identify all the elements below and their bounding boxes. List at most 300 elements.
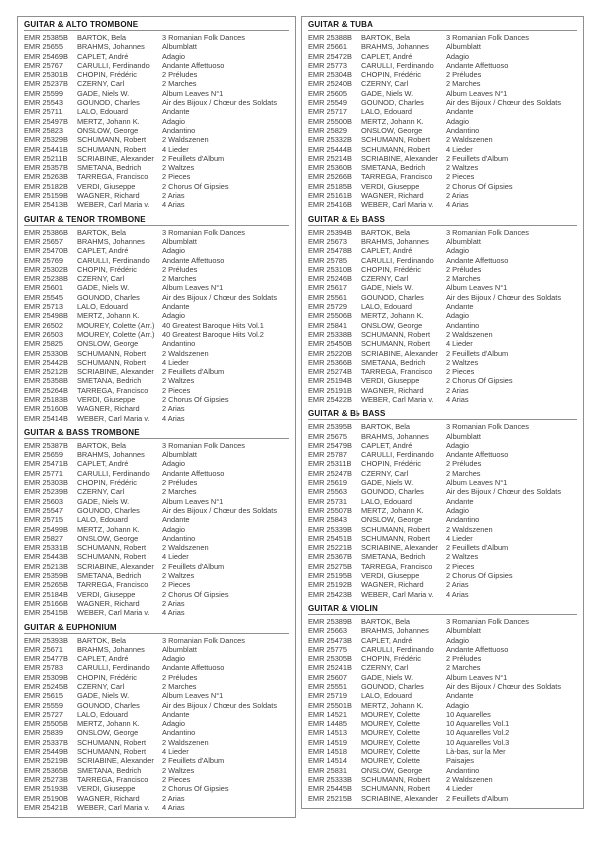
table-row	[308, 756, 577, 765]
composer-name: SCHUMANN, Robert	[77, 135, 146, 145]
work-title: Air des Bijoux / Chœur des Soldats	[446, 487, 562, 497]
table-row	[308, 200, 577, 209]
work-title: 2 Feuillets d'Album	[162, 367, 225, 377]
catalog-number: EMR 14513	[308, 728, 348, 738]
work-title: 3 Romanian Folk Dances	[162, 635, 245, 645]
catalog-number: EMR 25825	[24, 339, 64, 349]
composer-name: GOUNOD, Charles	[361, 292, 424, 302]
catalog-number: EMR 25619	[308, 478, 348, 488]
work-title: 2 Arias	[446, 580, 469, 590]
catalog-number: EMR 25657	[24, 236, 64, 246]
catalog-number: EMR 25421B	[24, 802, 68, 812]
composer-name: BARTOK, Bela	[361, 422, 411, 432]
composer-name: CZERNY, Carl	[77, 79, 125, 89]
composer-name: LALO, Edouard	[361, 107, 412, 117]
composer-name: CARULLI, Ferdinando	[77, 663, 150, 673]
table-row	[308, 626, 577, 635]
catalog-number: EMR 25827	[24, 533, 64, 543]
work-title: 2 Chorus Of Gipsies	[446, 571, 513, 581]
work-title: 2 Waldszenen	[162, 737, 209, 747]
work-title: Adagio	[162, 311, 186, 321]
work-title: Andante Affettuoso	[162, 255, 225, 265]
composer-name: ONSLOW, George	[361, 125, 423, 135]
catalog-number: EMR 25549	[308, 98, 348, 108]
table-row	[24, 552, 289, 561]
composer-name: WAGNER, Richard	[77, 191, 140, 201]
work-title: 2 Chorus Of Gipsies	[162, 394, 229, 404]
composer-name: MOUREY, Colette	[361, 719, 421, 729]
composer-name: MERTZ, Johann K.	[361, 116, 424, 126]
work-title: Air des Bijoux / Chœur des Soldats	[162, 292, 278, 302]
table-row	[24, 70, 289, 79]
table-row	[24, 311, 289, 320]
catalog-number: EMR 25416B	[308, 200, 352, 210]
work-title: Andantino	[162, 339, 196, 349]
catalog-number: EMR 25449B	[24, 747, 68, 757]
composer-name: MERTZ, Johann K.	[77, 719, 140, 729]
table-row	[24, 497, 289, 506]
catalog-number: EMR 25395B	[308, 422, 352, 432]
work-title: 2 Marches	[446, 274, 481, 284]
table-row	[308, 552, 577, 561]
table-row	[24, 386, 289, 395]
work-title: Andante	[162, 302, 190, 312]
table-row	[24, 61, 289, 70]
composer-name: LALO, Edouard	[77, 515, 128, 525]
composer-name: LALO, Edouard	[77, 107, 128, 117]
composer-name: MERTZ, Johann K.	[361, 700, 424, 710]
composer-name: MERTZ, Johann K.	[77, 116, 140, 126]
composer-name: CZERNY, Carl	[77, 487, 125, 497]
composer-name: SCRIABINE, Alexander	[77, 153, 154, 163]
work-title: 10 Aquarelles Vol.3	[446, 737, 510, 747]
table-row	[24, 636, 289, 645]
composer-name: SCHUMANN, Robert	[361, 329, 430, 339]
work-title: Adagio	[162, 459, 186, 469]
table-row	[308, 459, 577, 468]
work-title: 2 Waldszenen	[162, 543, 209, 553]
work-title: 4 Lieder	[446, 533, 473, 543]
table-row	[24, 145, 289, 154]
composer-name: SCHUMANN, Robert	[77, 144, 146, 154]
table-row	[308, 349, 577, 358]
table-row	[308, 283, 577, 292]
composer-name: WAGNER, Richard	[361, 580, 424, 590]
work-title: Adagio	[162, 116, 186, 126]
work-title: 2 Marches	[162, 274, 197, 284]
catalog-number: EMR 14521	[308, 709, 348, 719]
catalog-number: EMR 25545	[24, 292, 64, 302]
composer-name: MERTZ, Johann K.	[77, 311, 140, 321]
work-title: 2 Feuillets d'Album	[446, 348, 509, 358]
catalog-number: EMR 25443B	[24, 552, 68, 562]
composer-name: GOUNOD, Charles	[361, 98, 424, 108]
work-title: Adagio	[162, 524, 186, 534]
table-row	[308, 358, 577, 367]
catalog-number: EMR 25240B	[308, 79, 352, 89]
table-row	[24, 367, 289, 376]
composer-name: MOUREY, Colette	[361, 709, 421, 719]
composer-name: GOUNOD, Charles	[361, 682, 424, 691]
catalog-section	[308, 604, 577, 803]
catalog-number: EMR 25185B	[308, 181, 352, 191]
table-row	[308, 191, 577, 200]
table-row	[308, 182, 577, 191]
composer-name: LALO, Edouard	[77, 302, 128, 312]
work-title: 4 Arias	[446, 589, 469, 599]
table-row	[308, 784, 577, 793]
composer-name: SCRIABINE, Alexander	[361, 543, 438, 553]
work-title: 2 Préludes	[446, 70, 482, 80]
table-row	[308, 728, 577, 737]
composer-name: MERTZ, Johann K.	[361, 311, 424, 321]
table-row	[24, 163, 289, 172]
composer-name: ONSLOW, George	[361, 765, 423, 775]
work-title: 2 Arias	[162, 793, 185, 803]
work-title: 2 Arias	[162, 191, 185, 201]
composer-name: GADE, Niels W.	[77, 691, 130, 701]
composer-name: BARTOK, Bela	[77, 635, 127, 645]
work-title: Albumblatt	[162, 236, 197, 246]
work-title: 2 Marches	[162, 682, 197, 691]
composer-name: BRAHMS, Johannes	[77, 236, 145, 246]
table-row	[308, 645, 577, 654]
table-row	[308, 61, 577, 70]
table-row	[308, 487, 577, 496]
work-title: 2 Waltzes	[162, 571, 195, 581]
catalog-number: EMR 25479B	[308, 440, 352, 450]
catalog-number: EMR 25275B	[308, 561, 352, 571]
work-title: Adagio	[446, 635, 470, 645]
work-title: Andantino	[162, 533, 196, 543]
composer-name: BRAHMS, Johannes	[77, 450, 145, 460]
work-title: 10 Aquarelles Vol.2	[446, 728, 510, 738]
composer-name: CZERNY, Carl	[77, 274, 125, 284]
table-row	[308, 330, 577, 339]
table-row	[308, 367, 577, 376]
work-title: 3 Romanian Folk Dances	[446, 33, 529, 42]
table-row	[24, 349, 289, 358]
table-row	[308, 719, 577, 728]
table-row	[24, 784, 289, 793]
table-row	[24, 543, 289, 552]
composer-name: CARULLI, Ferdinando	[77, 255, 150, 265]
work-title: 40 Greatest Baroque Hits Vol.1	[162, 320, 264, 330]
catalog-number: EMR 25301B	[24, 70, 68, 80]
work-title: Andante	[162, 107, 190, 117]
catalog-number: EMR 25601	[24, 283, 64, 293]
table-row	[24, 487, 289, 496]
catalog-number: EMR 25472B	[308, 51, 352, 61]
table-row	[24, 459, 289, 468]
catalog-number: EMR 25358B	[24, 376, 68, 386]
catalog-number: EMR 25195B	[308, 571, 352, 581]
table-row	[308, 311, 577, 320]
composer-name: ONSLOW, George	[77, 728, 139, 738]
catalog-number: EMR 25221B	[308, 543, 352, 553]
catalog-section	[308, 20, 577, 210]
table-row	[24, 608, 289, 617]
table-row	[24, 237, 289, 246]
composer-name: SCHUMANN, Robert	[361, 135, 430, 145]
table-row	[24, 794, 289, 803]
table-row	[308, 478, 577, 487]
catalog-number: EMR 25161B	[308, 191, 352, 201]
catalog-number: EMR 25386B	[24, 227, 68, 237]
section-title: GUITAR & E♭ BASS	[308, 215, 577, 226]
catalog-number: EMR 25450B	[308, 339, 352, 349]
table-row	[308, 172, 577, 181]
table-row	[24, 803, 289, 812]
composer-name: MOUREY, Colette (Arr.)	[77, 320, 155, 330]
work-title: Andantino	[162, 125, 196, 135]
catalog-number: EMR 25731	[308, 496, 348, 506]
work-title: 4 Arias	[162, 413, 185, 423]
composer-name: LALO, Edouard	[361, 691, 412, 701]
table-row	[308, 432, 577, 441]
work-title: 2 Arias	[162, 404, 185, 414]
catalog-number: EMR 25367B	[308, 552, 352, 562]
catalog-number: EMR 25444B	[308, 144, 352, 154]
catalog-number: EMR 25237B	[24, 79, 68, 89]
table-row	[24, 515, 289, 524]
section-title: GUITAR & TUBA	[308, 20, 577, 31]
catalog-section	[308, 409, 577, 599]
work-title: 2 Marches	[162, 487, 197, 497]
work-title: 2 Waltzes	[446, 163, 479, 173]
work-title: Adagio	[162, 719, 186, 729]
work-title: 2 Waldszenen	[446, 774, 493, 784]
composer-name: WEBER, Carl Maria v.	[77, 200, 150, 210]
table-row	[308, 422, 577, 431]
catalog-number: EMR 25192B	[308, 580, 352, 590]
work-title: 2 Pieces	[162, 385, 191, 395]
work-title: 2 Chorus Of Gipsies	[446, 181, 513, 191]
catalog-number: EMR 25563	[308, 487, 348, 497]
composer-name: WEBER, Carl Maria v.	[77, 413, 150, 423]
table-row	[308, 339, 577, 348]
table-row	[24, 358, 289, 367]
catalog-number: EMR 25211B	[24, 153, 68, 163]
composer-name: VERDI, Giuseppe	[77, 589, 136, 599]
table-row	[308, 738, 577, 747]
catalog-number: EMR 25305B	[308, 654, 352, 664]
catalog-number: EMR 25414B	[24, 413, 68, 423]
composer-name: SCHUMANN, Robert	[361, 774, 430, 784]
composer-name: MOUREY, Colette	[361, 756, 421, 766]
catalog-number: EMR 25655	[24, 42, 64, 52]
composer-name: SCHUMANN, Robert	[77, 747, 146, 757]
work-title: Andante Affettuoso	[446, 644, 509, 654]
work-title: 3 Romanian Folk Dances	[162, 33, 245, 42]
catalog-number: EMR 25385B	[24, 33, 68, 42]
catalog-number: EMR 25365B	[24, 765, 68, 775]
table-row	[24, 79, 289, 88]
composer-name: VERDI, Giuseppe	[77, 784, 136, 794]
composer-name: SCRIABINE, Alexander	[77, 367, 154, 377]
composer-name: ONSLOW, George	[77, 339, 139, 349]
work-title: 3 Romanian Folk Dances	[446, 616, 529, 626]
composer-name: WEBER, Carl Maria v.	[361, 200, 434, 210]
work-title: 2 Waltzes	[162, 163, 195, 173]
work-title: Adagio	[446, 116, 470, 126]
composer-name: VERDI, Giuseppe	[361, 571, 420, 581]
table-row	[308, 701, 577, 710]
catalog-number: EMR 25184B	[24, 589, 68, 599]
catalog-number: EMR 25715	[24, 515, 64, 525]
work-title: Andantino	[162, 728, 196, 738]
work-title: Album Leaves N°1	[162, 691, 224, 701]
work-title: Air des Bijoux / Chœur des Soldats	[446, 292, 562, 302]
composer-name: WAGNER, Richard	[77, 598, 140, 608]
section-title: GUITAR & TENOR TROMBONE	[24, 215, 289, 226]
composer-name: SCRIABINE, Alexander	[361, 153, 438, 163]
composer-name: WEBER, Carl Maria v.	[361, 589, 434, 599]
composer-name: WEBER, Carl Maria v.	[77, 802, 150, 812]
table-row	[308, 617, 577, 626]
table-row	[308, 794, 577, 803]
catalog-section	[24, 623, 289, 813]
work-title: 2 Chorus Of Gipsies	[162, 589, 229, 599]
table-row	[308, 256, 577, 265]
table-row	[308, 441, 577, 450]
composer-name: CARULLI, Ferdinando	[361, 450, 434, 460]
composer-name: CARULLI, Ferdinando	[361, 255, 434, 265]
table-row	[24, 321, 289, 330]
table-row	[308, 691, 577, 700]
catalog-number: EMR 25159B	[24, 191, 68, 201]
work-title: 2 Waldszenen	[446, 135, 493, 145]
table-row	[308, 135, 577, 144]
catalog-number: EMR 25413B	[24, 200, 68, 210]
table-row	[24, 691, 289, 700]
composer-name: GADE, Niels W.	[361, 88, 414, 98]
work-title: 4 Lieder	[446, 144, 473, 154]
catalog-number: EMR 25469B	[24, 51, 68, 61]
table-row	[24, 302, 289, 311]
catalog-number: EMR 25387B	[24, 440, 68, 450]
catalog-number: EMR 25333B	[308, 774, 352, 784]
work-title: Album Leaves N°1	[446, 283, 508, 293]
table-row	[308, 386, 577, 395]
work-title: 2 Marches	[446, 663, 481, 673]
table-row	[308, 237, 577, 246]
table-row	[308, 663, 577, 672]
table-row	[24, 478, 289, 487]
composer-name: WAGNER, Richard	[361, 191, 424, 201]
catalog-number: EMR 25182B	[24, 181, 68, 191]
table-row	[308, 515, 577, 524]
table-row	[308, 506, 577, 515]
composer-name: CHOPIN, Frédéric	[361, 654, 421, 664]
composer-name: MERTZ, Johann K.	[361, 505, 424, 515]
composer-name: VERDI, Giuseppe	[77, 394, 136, 404]
table-row	[308, 321, 577, 330]
table-row	[308, 534, 577, 543]
catalog-number: EMR 25767	[24, 60, 64, 70]
catalog-number: EMR 25388B	[308, 33, 352, 42]
work-title: 2 Pieces	[162, 580, 191, 590]
catalog-number: EMR 14514	[308, 756, 348, 766]
work-title: Albumblatt	[162, 42, 197, 52]
table-row	[24, 246, 289, 255]
table-row	[24, 395, 289, 404]
catalog-number: EMR 25829	[308, 125, 348, 135]
work-title: 2 Préludes	[446, 459, 482, 469]
composer-name: ONSLOW, George	[361, 515, 423, 525]
catalog-number: EMR 25775	[308, 644, 348, 654]
catalog-number: EMR 25841	[308, 320, 348, 330]
table-row	[24, 654, 289, 663]
work-title: 2 Waltzes	[162, 376, 195, 386]
work-title: 2 Chorus Of Gipsies	[446, 376, 513, 386]
catalog-number: EMR 25309B	[24, 672, 68, 682]
work-title: Air des Bijoux / Chœur des Soldats	[446, 682, 562, 691]
table-row	[24, 469, 289, 478]
composer-name: CARULLI, Ferdinando	[77, 468, 150, 478]
work-title: 3 Romanian Folk Dances	[162, 227, 245, 237]
work-title: Albumblatt	[446, 431, 481, 441]
catalog-number: EMR 25478B	[308, 246, 352, 256]
table-row	[308, 543, 577, 552]
composer-name: SCHUMANN, Robert	[77, 357, 146, 367]
composer-name: CARULLI, Ferdinando	[361, 644, 434, 654]
catalog-number: EMR 26502	[24, 320, 64, 330]
work-title: Andante	[446, 107, 474, 117]
work-title: 2 Waltzes	[446, 357, 479, 367]
catalog-number: EMR 25561	[308, 292, 348, 302]
work-title: Andantino	[446, 515, 480, 525]
work-title: 2 Marches	[446, 468, 481, 478]
composer-name: LALO, Edouard	[77, 709, 128, 719]
table-row	[308, 525, 577, 534]
composer-name: WAGNER, Richard	[361, 385, 424, 395]
catalog-number: EMR 25273B	[24, 774, 68, 784]
work-title: 2 Feuillets d'Album	[446, 543, 509, 553]
catalog-number: EMR 25729	[308, 302, 348, 312]
table-row	[24, 117, 289, 126]
catalog-number: EMR 25441B	[24, 144, 68, 154]
table-row	[24, 52, 289, 61]
catalog-number: EMR 25266B	[308, 172, 352, 182]
catalog-number: EMR 25264B	[24, 385, 68, 395]
table-row	[308, 265, 577, 274]
table-row	[24, 701, 289, 710]
composer-name: TARREGA, Francisco	[77, 385, 149, 395]
composer-name: GADE, Niels W.	[77, 88, 130, 98]
work-title: Andante	[446, 691, 474, 701]
composer-name: CZERNY, Carl	[361, 274, 409, 284]
work-title: 2 Arias	[446, 385, 469, 395]
table-row	[308, 469, 577, 478]
table-row	[24, 728, 289, 737]
composer-name: CAPLET, André	[77, 459, 129, 469]
table-row	[24, 33, 289, 42]
catalog-number: EMR 25220B	[308, 348, 352, 358]
catalog-number: EMR 25543	[24, 98, 64, 108]
composer-name: VERDI, Giuseppe	[361, 181, 420, 191]
catalog-number: EMR 25713	[24, 302, 64, 312]
table-row	[308, 562, 577, 571]
composer-name: SCHUMANN, Robert	[361, 533, 430, 543]
composer-name: CHOPIN, Frédéric	[361, 459, 421, 469]
work-title: 2 Préludes	[162, 478, 198, 488]
catalog-number: EMR 25500B	[308, 116, 352, 126]
section-title: GUITAR & ALTO TROMBONE	[24, 20, 289, 31]
composer-name: CAPLET, André	[361, 440, 413, 450]
work-title: 2 Pieces	[446, 561, 475, 571]
composer-name: GADE, Niels W.	[77, 283, 130, 293]
